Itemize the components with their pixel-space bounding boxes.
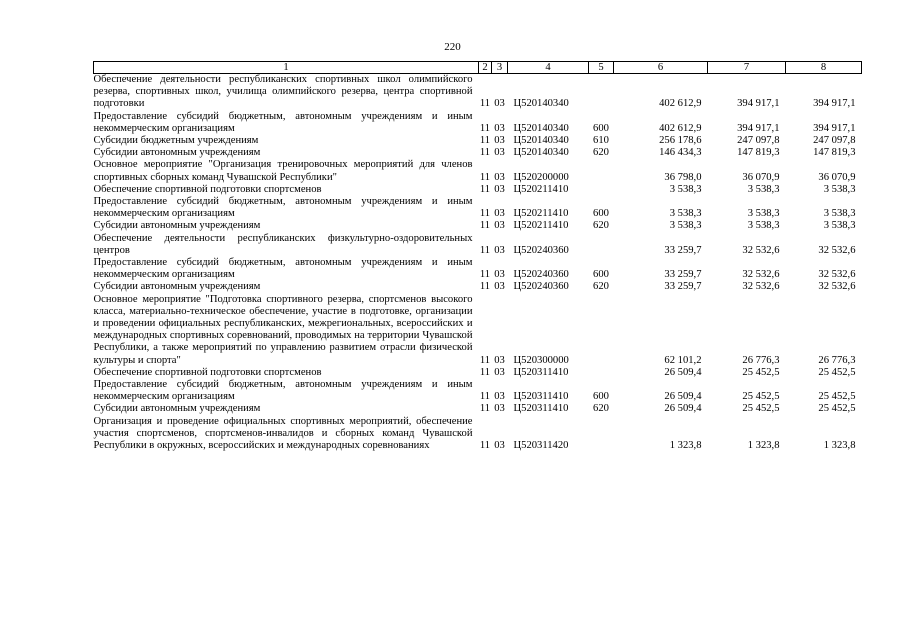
row-description: Организация и проведение официальных спортивных мероприятий, обеспечение участия спортсменов, спортсменов-инвалидов и сборных команд Чувашской Республики в окружных, всероссийских и международных соревнованиях bbox=[93, 415, 473, 452]
table-row bbox=[94, 281, 862, 293]
amount-col-6: 33 259,7 bbox=[664, 269, 702, 281]
amount-col-8: 32 532,6 bbox=[818, 269, 856, 281]
amount-col-7: 32 532,6 bbox=[742, 244, 780, 256]
column-header-3: 3 bbox=[492, 62, 508, 74]
row-description: Основное мероприятие "Подготовка спортивного резерва, спортсменов высокого класса, материально-техническое обеспечение, участие в подготовке, организации и проведении официальных республиканских, межрегиональных, всероссийских и международных спортивных соревнований, проводимых на территории Чувашской Республики, а также мероприятий по управлению развитием отрасли физической культуры и спорта" bbox=[93, 293, 473, 366]
subsection-code: 03 bbox=[494, 208, 505, 220]
expense-type-code bbox=[589, 367, 614, 379]
row-description: Субсидии автономным учреждениям bbox=[93, 403, 261, 415]
page-number: 220 bbox=[444, 41, 461, 53]
amount-col-7: 26 776,3 bbox=[742, 354, 780, 366]
amount-col-7: 3 538,3 bbox=[747, 220, 780, 232]
subsection-code: 03 bbox=[494, 122, 505, 134]
column-header-2: 2 bbox=[479, 62, 492, 74]
target-article-code: Ц520140340 bbox=[513, 147, 569, 159]
expense-type-code bbox=[589, 74, 614, 111]
section-code: 11 bbox=[479, 122, 491, 134]
section-code: 11 bbox=[479, 147, 491, 159]
expense-type-code: 600 bbox=[593, 208, 609, 220]
expense-type-code: 600 bbox=[593, 269, 609, 281]
row-description: Обеспечение деятельности республиканских физкультурно-оздоровительных центров bbox=[93, 232, 473, 256]
row-description: Предоставление субсидий бюджетным, автономным учреждениям и иным некоммерческим организациям bbox=[93, 379, 473, 403]
table-row bbox=[94, 74, 862, 111]
amount-col-6: 1 323,8 bbox=[669, 440, 702, 452]
table-header-row bbox=[94, 62, 862, 74]
amount-col-7: 36 070,9 bbox=[742, 171, 780, 183]
amount-col-7: 32 532,6 bbox=[742, 281, 780, 293]
subsection-code: 03 bbox=[494, 366, 505, 378]
table-row bbox=[94, 111, 862, 135]
row-description: Субсидии автономным учреждениям bbox=[93, 147, 261, 159]
target-article-code: Ц520211410 bbox=[513, 220, 569, 232]
amount-col-6: 36 798,0 bbox=[664, 171, 702, 183]
section-code: 11 bbox=[479, 208, 491, 220]
amount-col-7: 25 452,5 bbox=[742, 391, 780, 403]
amount-col-8: 247 097,8 bbox=[813, 135, 856, 147]
expense-type-code: 600 bbox=[593, 391, 609, 403]
amount-col-6: 146 434,3 bbox=[659, 147, 702, 159]
expense-type-code: 610 bbox=[593, 135, 609, 147]
target-article-code: Ц520140340 bbox=[513, 98, 569, 110]
subsection-code: 03 bbox=[494, 135, 505, 147]
amount-col-6: 402 612,9 bbox=[659, 122, 702, 134]
expense-type-code bbox=[589, 294, 614, 367]
subsection-code: 03 bbox=[494, 281, 505, 293]
target-article-code: Ц520300000 bbox=[513, 354, 569, 366]
target-article-code: Ц520140340 bbox=[513, 122, 569, 134]
table-row bbox=[94, 257, 862, 281]
row-description: Обеспечение спортивной подготовки спортсменов bbox=[93, 366, 322, 378]
amount-col-6: 26 509,4 bbox=[664, 403, 702, 415]
subsection-code: 03 bbox=[494, 269, 505, 281]
amount-col-8: 26 776,3 bbox=[818, 354, 856, 366]
section-code: 11 bbox=[479, 281, 491, 293]
table-body bbox=[94, 74, 862, 453]
subsection-code: 03 bbox=[494, 171, 505, 183]
subsection-code: 03 bbox=[494, 391, 505, 403]
section-code: 11 bbox=[479, 354, 491, 366]
amount-col-8: 3 538,3 bbox=[823, 183, 856, 195]
expense-type-code bbox=[589, 233, 614, 257]
table-row bbox=[94, 135, 862, 147]
table-row bbox=[94, 379, 862, 403]
column-header-7: 7 bbox=[708, 62, 786, 74]
subsection-code: 03 bbox=[494, 403, 505, 415]
section-code: 11 bbox=[479, 98, 491, 110]
amount-col-6: 3 538,3 bbox=[669, 220, 702, 232]
target-article-code: Ц520200000 bbox=[513, 171, 569, 183]
row-description: Субсидии автономным учреждениям bbox=[93, 220, 261, 232]
amount-col-7: 3 538,3 bbox=[747, 183, 780, 195]
amount-col-8: 3 538,3 bbox=[823, 220, 856, 232]
column-header-4: 4 bbox=[508, 62, 589, 74]
section-code: 11 bbox=[479, 135, 491, 147]
row-description: Предоставление субсидий бюджетным, автономным учреждениям и иным некоммерческим организациям bbox=[93, 196, 473, 220]
section-code: 11 bbox=[479, 171, 491, 183]
amount-col-7: 25 452,5 bbox=[742, 366, 780, 378]
column-header-5: 5 bbox=[589, 62, 614, 74]
target-article-code: Ц520311410 bbox=[513, 366, 569, 378]
subsection-code: 03 bbox=[494, 183, 505, 195]
target-article-code: Ц520311420 bbox=[513, 440, 569, 452]
section-code: 11 bbox=[479, 403, 491, 415]
column-header-8: 8 bbox=[786, 62, 862, 74]
expense-type-code: 620 bbox=[593, 147, 609, 159]
subsection-code: 03 bbox=[494, 244, 505, 256]
section-code: 11 bbox=[479, 183, 491, 195]
amount-col-7: 32 532,6 bbox=[742, 269, 780, 281]
target-article-code: Ц520240360 bbox=[513, 269, 569, 281]
expense-type-code bbox=[589, 159, 614, 183]
amount-col-6: 402 612,9 bbox=[659, 98, 702, 110]
table-row bbox=[94, 367, 862, 379]
table-row bbox=[94, 220, 862, 232]
section-code: 11 bbox=[479, 220, 491, 232]
subsection-code: 03 bbox=[494, 220, 505, 232]
amount-col-8: 3 538,3 bbox=[823, 208, 856, 220]
amount-col-8: 147 819,3 bbox=[813, 147, 856, 159]
amount-col-6: 3 538,3 bbox=[669, 208, 702, 220]
amount-col-6: 26 509,4 bbox=[664, 366, 702, 378]
amount-col-6: 33 259,7 bbox=[664, 281, 702, 293]
column-header-6: 6 bbox=[614, 62, 708, 74]
amount-col-8: 394 917,1 bbox=[813, 98, 856, 110]
section-code: 11 bbox=[479, 440, 491, 452]
section-code: 11 bbox=[479, 391, 491, 403]
amount-col-7: 3 538,3 bbox=[747, 208, 780, 220]
row-description: Обеспечение спортивной подготовки спортсменов bbox=[93, 183, 322, 195]
expense-type-code: 600 bbox=[593, 122, 609, 134]
table-row bbox=[94, 294, 862, 367]
row-description: Предоставление субсидий бюджетным, автономным учреждениям и иным некоммерческим организациям bbox=[93, 110, 473, 134]
amount-col-8: 32 532,6 bbox=[818, 281, 856, 293]
amount-col-7: 394 917,1 bbox=[737, 122, 780, 134]
amount-col-8: 32 532,6 bbox=[818, 244, 856, 256]
section-code: 11 bbox=[479, 244, 491, 256]
amount-col-6: 33 259,7 bbox=[664, 244, 702, 256]
table-row bbox=[94, 159, 862, 183]
amount-col-8: 25 452,5 bbox=[818, 391, 856, 403]
table-row bbox=[94, 196, 862, 220]
expense-type-code: 620 bbox=[593, 281, 609, 293]
row-description: Предоставление субсидий бюджетным, автономным учреждениям и иным некоммерческим организациям bbox=[93, 257, 473, 281]
amount-col-7: 1 323,8 bbox=[747, 440, 780, 452]
target-article-code: Ц520140340 bbox=[513, 135, 569, 147]
row-description: Субсидии автономным учреждениям bbox=[93, 281, 261, 293]
expense-type-code bbox=[589, 184, 614, 196]
amount-col-7: 25 452,5 bbox=[742, 403, 780, 415]
amount-col-8: 394 917,1 bbox=[813, 122, 856, 134]
section-code: 11 bbox=[479, 366, 491, 378]
target-article-code: Ц520311410 bbox=[513, 391, 569, 403]
target-article-code: Ц520240360 bbox=[513, 281, 569, 293]
row-description: Основное мероприятие "Организация тренировочных мероприятий для членов спортивных сборных команд Чувашской Республики" bbox=[93, 159, 473, 183]
table-row bbox=[94, 403, 862, 415]
row-description: Обеспечение деятельности республиканских спортивных школ олимпийского резерва, спортивных школ, училища олимпийского резерва, центра спортивной подготовки bbox=[93, 74, 473, 110]
section-code: 11 bbox=[479, 269, 491, 281]
subsection-code: 03 bbox=[494, 440, 505, 452]
amount-col-7: 147 819,3 bbox=[737, 147, 780, 159]
table-row bbox=[94, 416, 862, 453]
amount-col-8: 25 452,5 bbox=[818, 366, 856, 378]
expense-type-code bbox=[589, 416, 614, 453]
amount-col-6: 62 101,2 bbox=[664, 354, 702, 366]
expense-type-code: 620 bbox=[593, 403, 609, 415]
table-row bbox=[94, 147, 862, 159]
subsection-code: 03 bbox=[494, 98, 505, 110]
target-article-code: Ц520311410 bbox=[513, 403, 569, 415]
expense-type-code: 620 bbox=[593, 220, 609, 232]
target-article-code: Ц520211410 bbox=[513, 183, 569, 195]
amount-col-7: 247 097,8 bbox=[737, 135, 780, 147]
amount-col-8: 36 070,9 bbox=[818, 171, 856, 183]
budget-table bbox=[93, 61, 862, 452]
amount-col-8: 1 323,8 bbox=[823, 440, 856, 452]
amount-col-6: 3 538,3 bbox=[669, 183, 702, 195]
column-header-1: 1 bbox=[94, 62, 479, 74]
subsection-code: 03 bbox=[494, 147, 505, 159]
table-row bbox=[94, 184, 862, 196]
row-description: Субсидии бюджетным учреждениям bbox=[93, 135, 259, 147]
amount-col-8: 25 452,5 bbox=[818, 403, 856, 415]
amount-col-6: 26 509,4 bbox=[664, 391, 702, 403]
subsection-code: 03 bbox=[494, 354, 505, 366]
amount-col-6: 256 178,6 bbox=[659, 135, 702, 147]
table-row bbox=[94, 233, 862, 257]
amount-col-7: 394 917,1 bbox=[737, 98, 780, 110]
target-article-code: Ц520211410 bbox=[513, 208, 569, 220]
target-article-code: Ц520240360 bbox=[513, 244, 569, 256]
